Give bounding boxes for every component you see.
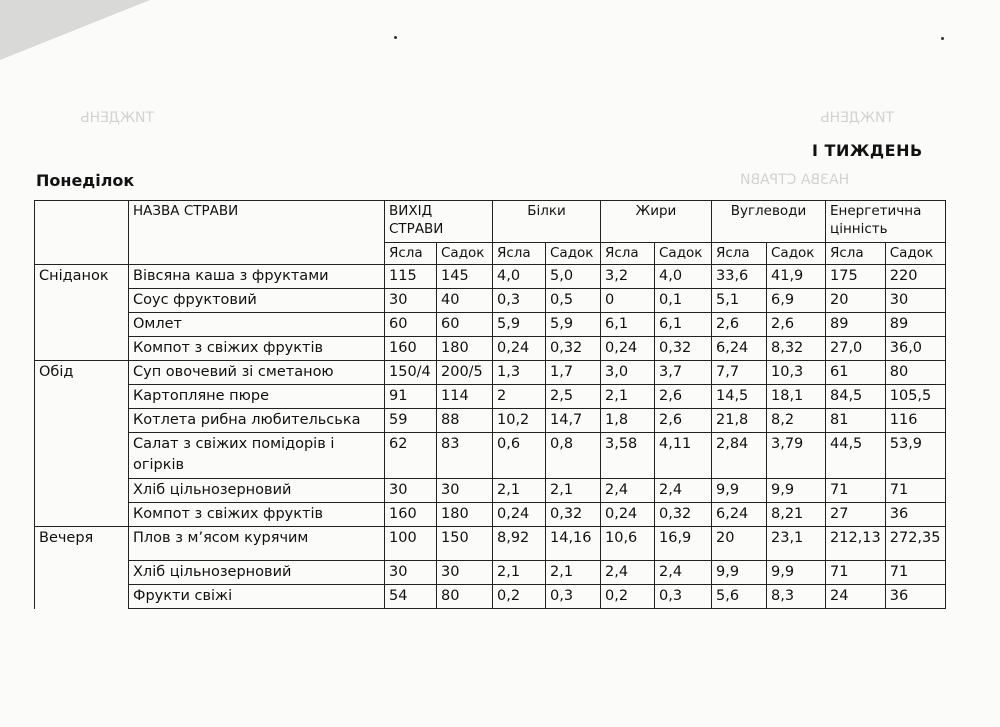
table-row — [35, 337, 946, 361]
dish-cell: Фрукти свіжі — [129, 585, 385, 609]
value-cell: 2,4 — [655, 479, 712, 503]
energy-header: Енергетична цінність — [826, 201, 946, 243]
value-cell: 8,2 — [767, 409, 826, 433]
meal-cell — [35, 289, 129, 313]
value-cell: 14,7 — [546, 409, 601, 433]
value-cell: 0,32 — [655, 503, 712, 527]
dish-cell: Соус фруктовий — [129, 289, 385, 313]
value-cell: 5,1 — [712, 289, 767, 313]
value-cell: 30 — [385, 561, 437, 585]
value-cell: 16,9 — [655, 527, 712, 561]
value-cell: 62 — [385, 433, 437, 479]
value-cell: 30 — [437, 479, 493, 503]
value-cell: 2,1 — [601, 385, 655, 409]
value-cell: 200/5 — [437, 361, 493, 385]
value-cell: 2,4 — [601, 479, 655, 503]
meal-cell — [35, 433, 129, 479]
dish-cell: Компот з свіжих фруктів — [129, 337, 385, 361]
meal-cell — [35, 337, 129, 361]
value-cell: 61 — [826, 361, 886, 385]
value-cell: 1,3 — [493, 361, 546, 385]
value-cell: 30 — [437, 561, 493, 585]
value-cell: 41,9 — [767, 265, 826, 289]
value-cell: 8,32 — [767, 337, 826, 361]
dish-header: НАЗВА СТРАВИ — [129, 201, 385, 265]
meal-cell — [35, 479, 129, 503]
dish-cell: Хліб цільнозерновий — [129, 479, 385, 503]
dish-cell: Компот з свіжих фруктів — [129, 503, 385, 527]
proteins-header: Білки — [493, 201, 601, 243]
speck — [394, 36, 397, 39]
dish-cell: Картопляне пюре — [129, 385, 385, 409]
table-row — [35, 527, 946, 561]
kindergarten-subheader: Садок — [655, 243, 712, 265]
value-cell: 9,9 — [767, 561, 826, 585]
meal-cell — [35, 503, 129, 527]
meal-cell — [35, 385, 129, 409]
value-cell: 0,2 — [493, 585, 546, 609]
show-through-mark: ТИЖДЕНЬ — [820, 110, 895, 126]
folded-corner — [0, 0, 150, 60]
table-row — [35, 561, 946, 585]
value-cell: 14,5 — [712, 385, 767, 409]
value-cell: 212,13 — [826, 527, 886, 561]
value-cell: 20 — [712, 527, 767, 561]
table-row — [35, 409, 946, 433]
value-cell: 21,8 — [712, 409, 767, 433]
value-cell: 9,9 — [712, 561, 767, 585]
value-cell: 0,3 — [655, 585, 712, 609]
value-cell: 1,7 — [546, 361, 601, 385]
meal-header — [35, 201, 129, 265]
value-cell: 9,9 — [712, 479, 767, 503]
value-cell: 71 — [885, 479, 945, 503]
nursery-subheader: Ясла — [826, 243, 886, 265]
kindergarten-subheader: Садок — [767, 243, 826, 265]
value-cell: 36,0 — [885, 337, 945, 361]
show-through-mark: ТИЖДЕНЬ — [80, 110, 155, 126]
value-cell: 81 — [826, 409, 886, 433]
value-cell: 10,2 — [493, 409, 546, 433]
table-row — [35, 385, 946, 409]
value-cell: 5,6 — [712, 585, 767, 609]
value-cell: 40 — [437, 289, 493, 313]
value-cell: 2,1 — [546, 479, 601, 503]
value-cell: 60 — [385, 313, 437, 337]
value-cell: 54 — [385, 585, 437, 609]
value-cell: 60 — [437, 313, 493, 337]
dish-cell: Хліб цільнозерновий — [129, 561, 385, 585]
value-cell: 116 — [885, 409, 945, 433]
value-cell: 2,6 — [655, 409, 712, 433]
kindergarten-subheader: Садок — [437, 243, 493, 265]
value-cell: 6,1 — [601, 313, 655, 337]
value-cell: 27,0 — [826, 337, 886, 361]
value-cell: 5,0 — [546, 265, 601, 289]
dish-cell: Плов з м’ясом курячим — [129, 527, 385, 561]
value-cell: 71 — [885, 561, 945, 585]
value-cell: 0,6 — [493, 433, 546, 479]
value-cell: 160 — [385, 503, 437, 527]
meal-cell: Обід — [35, 361, 129, 385]
value-cell: 2,5 — [546, 385, 601, 409]
value-cell: 220 — [885, 265, 945, 289]
value-cell: 0,5 — [546, 289, 601, 313]
value-cell: 3,2 — [601, 265, 655, 289]
nursery-subheader: Ясла — [601, 243, 655, 265]
value-cell: 8,21 — [767, 503, 826, 527]
value-cell: 0,24 — [493, 337, 546, 361]
value-cell: 0,2 — [601, 585, 655, 609]
value-cell: 2,4 — [655, 561, 712, 585]
value-cell: 9,9 — [767, 479, 826, 503]
value-cell: 20 — [826, 289, 886, 313]
value-cell: 30 — [385, 289, 437, 313]
table-row — [35, 265, 946, 289]
kindergarten-subheader: Садок — [885, 243, 945, 265]
dish-cell: Суп овочевий зі сметаною — [129, 361, 385, 385]
kindergarten-subheader: Садок — [546, 243, 601, 265]
value-cell: 2,6 — [712, 313, 767, 337]
meal-cell — [35, 409, 129, 433]
value-cell: 36 — [885, 503, 945, 527]
meal-cell — [35, 313, 129, 337]
value-cell: 71 — [826, 561, 886, 585]
value-cell: 53,9 — [885, 433, 945, 479]
value-cell: 2,1 — [546, 561, 601, 585]
value-cell: 23,1 — [767, 527, 826, 561]
dish-cell: Котлета рибна любительська — [129, 409, 385, 433]
value-cell: 10,6 — [601, 527, 655, 561]
week-title: I ТИЖДЕНЬ — [812, 141, 923, 160]
value-cell: 175 — [826, 265, 886, 289]
value-cell: 1,8 — [601, 409, 655, 433]
table-row — [35, 289, 946, 313]
table-row — [35, 585, 946, 609]
value-cell: 6,24 — [712, 337, 767, 361]
value-cell: 6,1 — [655, 313, 712, 337]
value-cell: 89 — [885, 313, 945, 337]
dish-cell: Салат з свіжих помідорів і огірків — [129, 433, 385, 479]
value-cell: 33,6 — [712, 265, 767, 289]
value-cell: 2 — [493, 385, 546, 409]
value-cell: 4,0 — [655, 265, 712, 289]
table-row — [35, 361, 946, 385]
value-cell: 180 — [437, 337, 493, 361]
value-cell: 3,0 — [601, 361, 655, 385]
header-row — [35, 201, 946, 243]
table-row — [35, 313, 946, 337]
value-cell: 272,35 — [885, 527, 945, 561]
table-row — [35, 503, 946, 527]
value-cell: 36 — [885, 585, 945, 609]
speck — [941, 37, 944, 40]
value-cell: 2,4 — [601, 561, 655, 585]
value-cell: 2,6 — [655, 385, 712, 409]
value-cell: 0,24 — [493, 503, 546, 527]
value-cell: 3,79 — [767, 433, 826, 479]
carbs-header: Вуглеводи — [712, 201, 826, 243]
value-cell: 2,1 — [493, 479, 546, 503]
value-cell: 14,16 — [546, 527, 601, 561]
value-cell: 150/4 — [385, 361, 437, 385]
value-cell: 91 — [385, 385, 437, 409]
value-cell: 2,6 — [767, 313, 826, 337]
value-cell: 0,32 — [546, 337, 601, 361]
table-row — [35, 479, 946, 503]
nursery-subheader: Ясла — [385, 243, 437, 265]
meal-cell: Вечеря — [35, 527, 129, 561]
value-cell: 2,84 — [712, 433, 767, 479]
value-cell: 160 — [385, 337, 437, 361]
day-title: Понеділок — [36, 171, 135, 190]
value-cell: 71 — [826, 479, 886, 503]
value-cell: 7,7 — [712, 361, 767, 385]
menu-table — [34, 200, 946, 609]
value-cell: 18,1 — [767, 385, 826, 409]
value-cell: 4,0 — [493, 265, 546, 289]
show-through-mark: НАЗВА СТРАВИ — [740, 172, 850, 188]
value-cell: 0,32 — [655, 337, 712, 361]
output-header: ВИХІД СТРАВИ — [385, 201, 493, 243]
value-cell: 88 — [437, 409, 493, 433]
value-cell: 8,92 — [493, 527, 546, 561]
value-cell: 80 — [885, 361, 945, 385]
value-cell: 27 — [826, 503, 886, 527]
value-cell: 4,11 — [655, 433, 712, 479]
value-cell: 89 — [826, 313, 886, 337]
value-cell: 24 — [826, 585, 886, 609]
value-cell: 84,5 — [826, 385, 886, 409]
nursery-subheader: Ясла — [493, 243, 546, 265]
value-cell: 83 — [437, 433, 493, 479]
value-cell: 3,58 — [601, 433, 655, 479]
meal-cell — [35, 585, 129, 609]
value-cell: 44,5 — [826, 433, 886, 479]
value-cell: 0,32 — [546, 503, 601, 527]
value-cell: 100 — [385, 527, 437, 561]
meal-cell: Сніданок — [35, 265, 129, 289]
dish-cell: Вівсяна каша з фруктами — [129, 265, 385, 289]
dish-cell: Омлет — [129, 313, 385, 337]
table-row — [35, 433, 946, 479]
value-cell: 150 — [437, 527, 493, 561]
value-cell: 115 — [385, 265, 437, 289]
value-cell: 2,1 — [493, 561, 546, 585]
value-cell: 6,9 — [767, 289, 826, 313]
value-cell: 0,8 — [546, 433, 601, 479]
value-cell: 30 — [885, 289, 945, 313]
value-cell: 0,3 — [493, 289, 546, 313]
value-cell: 145 — [437, 265, 493, 289]
value-cell: 5,9 — [493, 313, 546, 337]
value-cell: 114 — [437, 385, 493, 409]
value-cell: 0,24 — [601, 337, 655, 361]
value-cell: 80 — [437, 585, 493, 609]
value-cell: 10,3 — [767, 361, 826, 385]
value-cell: 5,9 — [546, 313, 601, 337]
value-cell: 8,3 — [767, 585, 826, 609]
value-cell: 180 — [437, 503, 493, 527]
meal-cell — [35, 561, 129, 585]
value-cell: 0,1 — [655, 289, 712, 313]
nursery-subheader: Ясла — [712, 243, 767, 265]
value-cell: 30 — [385, 479, 437, 503]
fats-header: Жири — [601, 201, 712, 243]
value-cell: 3,7 — [655, 361, 712, 385]
value-cell: 0 — [601, 289, 655, 313]
value-cell: 6,24 — [712, 503, 767, 527]
value-cell: 0,3 — [546, 585, 601, 609]
value-cell: 105,5 — [885, 385, 945, 409]
value-cell: 0,24 — [601, 503, 655, 527]
value-cell: 59 — [385, 409, 437, 433]
